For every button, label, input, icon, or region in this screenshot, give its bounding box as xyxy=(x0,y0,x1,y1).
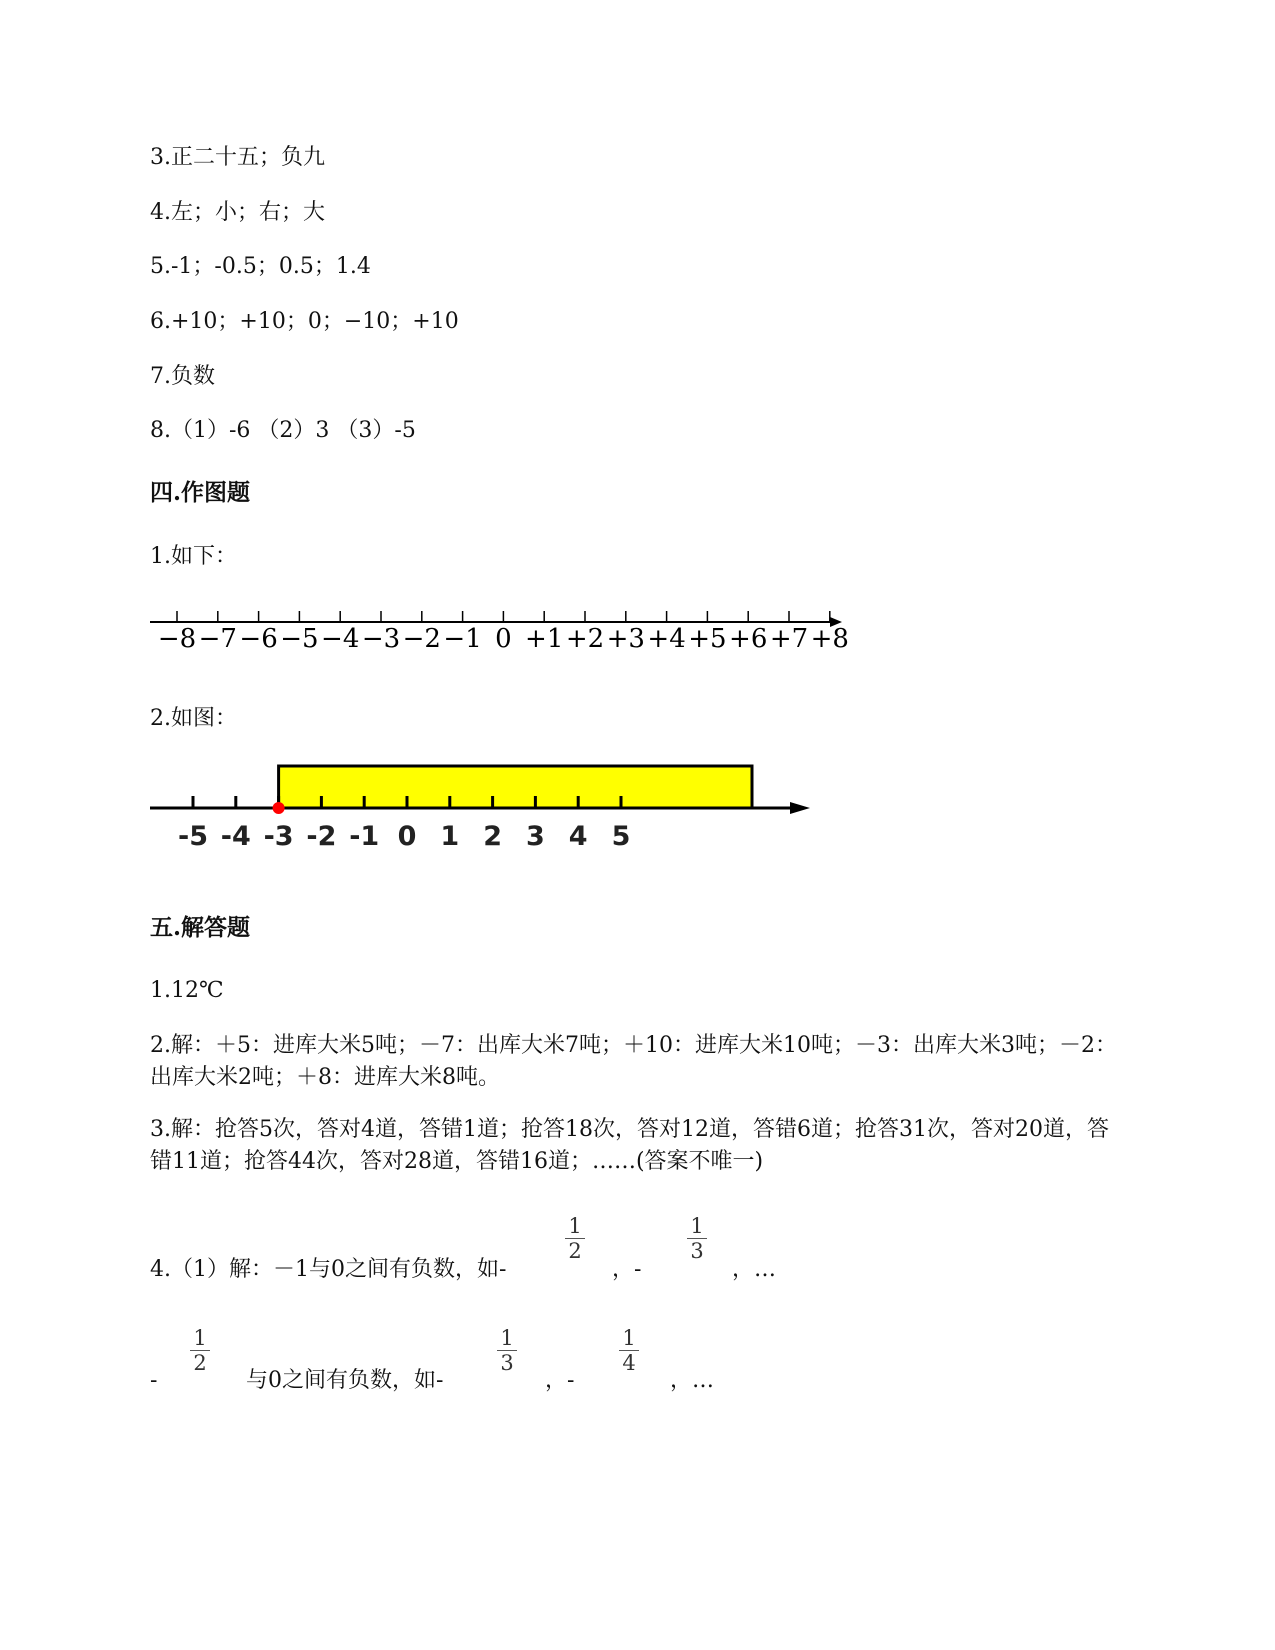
fraction-one-half xyxy=(188,1327,212,1374)
tick-label: -2 xyxy=(306,821,337,852)
answer-3: 3.正二十五；负九 xyxy=(150,145,325,170)
answer-8: 8.（1）-6 （2）3 （3）-5 xyxy=(150,418,416,443)
fraction-one-half xyxy=(563,1215,587,1262)
section-4-heading: 四.作图题 xyxy=(150,479,251,506)
tick-label: 2 xyxy=(483,821,502,852)
q4-line2-sep1: ，- xyxy=(545,1368,575,1393)
tick-label: −5 xyxy=(280,624,319,654)
fraction-numerator: 1 xyxy=(500,1326,514,1350)
section-5-q2: 2.解：＋5：进库大米5吨；－7：出库大米7吨；＋10：进库大米10吨；－3：出库大米3吨；－2：出库大米2吨；＋8：进库大米8吨。 xyxy=(150,1033,1117,1090)
tick-label: −7 xyxy=(198,624,237,654)
tick-label: -4 xyxy=(220,821,251,852)
tick-label: −3 xyxy=(361,624,401,654)
q4-line2-middle: 与0之间有负数，如- xyxy=(246,1368,444,1393)
q4-line1-tail: ，… xyxy=(732,1257,777,1282)
axis-arrow xyxy=(790,802,810,814)
tick-label: +5 xyxy=(688,624,727,654)
fraction-one-fourth xyxy=(617,1327,641,1374)
section-4-q2-label: 2.如图： xyxy=(150,706,237,731)
tick-label: +4 xyxy=(647,624,686,654)
section-5-q1: 1.12℃ xyxy=(150,978,224,1003)
fraction-numerator: 1 xyxy=(690,1214,704,1238)
tick-label: 4 xyxy=(568,821,588,852)
fraction-one-third xyxy=(685,1215,709,1262)
tick-label: −4 xyxy=(321,624,360,654)
tick-label: −6 xyxy=(239,624,278,654)
highlight-region xyxy=(279,766,752,808)
fraction-denominator: 3 xyxy=(690,1239,704,1263)
tick-label: 0 xyxy=(495,624,512,654)
section-4-q1-label: 1.如下： xyxy=(150,544,237,569)
answer-5: 5.-1；-0.5；0.5；1.4 xyxy=(150,254,371,279)
answer-7: 7.负数 xyxy=(150,364,215,389)
q4-line2-lead: - xyxy=(150,1368,158,1393)
fraction-numerator: 1 xyxy=(622,1326,636,1350)
tick-label: 3 xyxy=(526,821,545,852)
tick-label: -5 xyxy=(178,821,208,852)
tick-label: +1 xyxy=(525,624,564,654)
tick-label: −2 xyxy=(402,624,441,654)
start-point xyxy=(273,802,285,814)
fraction-numerator: 1 xyxy=(568,1214,582,1238)
section-5-heading: 五.解答题 xyxy=(150,914,251,941)
section-5-q3: 3.解：抢答5次，答对4道，答错1道；抢答18次，答对12道，答错6道；抢答31次，答对20道，答错11道；抢答44次，答对28道，答错16道；……(答案不唯一) xyxy=(150,1117,1109,1174)
q4-line2-tail: ，… xyxy=(670,1368,715,1393)
tick-label: −8 xyxy=(157,624,197,654)
tick-label: 1 xyxy=(440,821,460,852)
fraction-denominator: 3 xyxy=(500,1351,514,1375)
fraction-denominator: 2 xyxy=(568,1239,582,1263)
tick-label: −1 xyxy=(443,624,482,654)
tick-label: +3 xyxy=(606,624,645,654)
tick-label: -3 xyxy=(263,821,294,852)
fraction-numerator: 1 xyxy=(193,1326,207,1350)
number-line-1 xyxy=(150,612,870,672)
tick-label: 5 xyxy=(611,821,631,852)
fraction-denominator: 4 xyxy=(622,1351,636,1375)
tick-label: +6 xyxy=(729,624,768,654)
answer-6: 6.+10；+10；0；−10；+10 xyxy=(150,309,459,334)
fraction-denominator: 2 xyxy=(193,1351,207,1375)
answer-4: 4.左；小；右；大 xyxy=(150,200,325,225)
q4-line1-prefix: 4.（1）解：－1与0之间有负数，如- xyxy=(150,1257,507,1282)
tick-label: -1 xyxy=(349,821,380,852)
tick-label: +7 xyxy=(769,624,809,654)
number-line-2 xyxy=(150,778,850,878)
tick-label: +2 xyxy=(565,624,605,654)
tick-label: +8 xyxy=(810,624,849,654)
q4-line1-sep1: ，- xyxy=(612,1257,642,1282)
fraction-one-third xyxy=(495,1327,519,1374)
tick-label: 0 xyxy=(397,821,417,852)
